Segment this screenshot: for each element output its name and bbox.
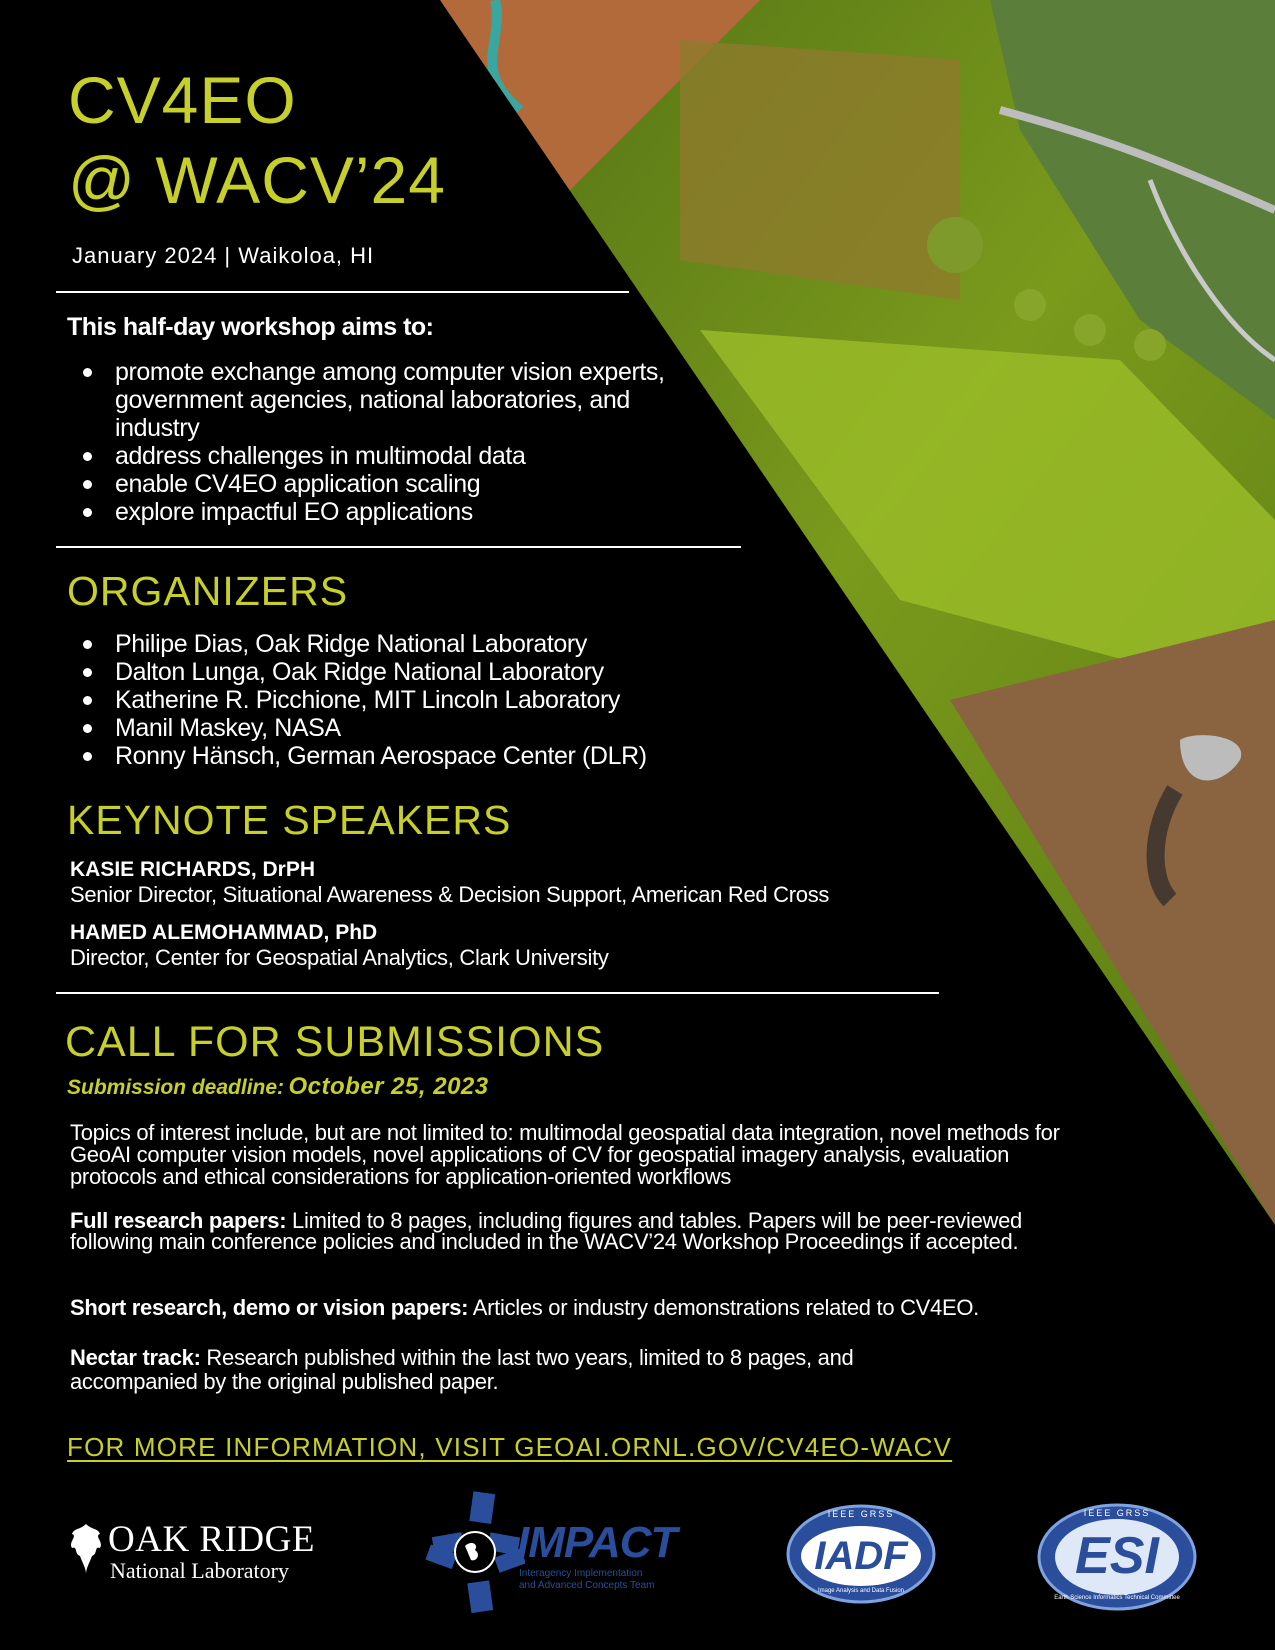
list-item: enable CV4EO application scaling [67, 470, 687, 498]
esi-logo [1037, 1502, 1197, 1612]
organizers-list [67, 630, 787, 770]
track-nectar [70, 1346, 970, 1394]
topics-paragraph: Topics of interest include, but are not limited to: multimodal geospatial data integration, novel methods for GeoAI computer vision models, novel applications of CV for geospatial imagery analysis, evaluation protocols and ethical considerations for application-oriented workflows [70, 1120, 1060, 1189]
divider [56, 992, 939, 994]
speaker-name: HAMED ALEMOHAMMAD, PhD [70, 921, 378, 944]
list-item: explore impactful EO applications [67, 498, 687, 526]
iadf-top-text: IEEE GRSS [827, 1509, 895, 1519]
ornl-name: OAK RIDGE [108, 1519, 315, 1560]
impact-name: IMPACT [517, 1518, 677, 1567]
aims-list [67, 358, 687, 526]
deadline-label: Submission deadline: [67, 1076, 285, 1099]
impact-logo [425, 1490, 677, 1615]
track-full-papers [70, 1210, 1060, 1252]
speaker-2 [70, 921, 609, 971]
iadf-logo [786, 1504, 936, 1604]
list-item: Katherine R. Picchione, MIT Lincoln Laboratory [67, 686, 787, 714]
aims-heading: This half-day workshop aims to: [67, 313, 434, 341]
deadline-date: October 25, 2023 [288, 1073, 489, 1100]
track-text: Articles or industry demonstrations related to CV4EO. [468, 1295, 979, 1320]
brown-field [680, 40, 960, 300]
esi-name: ESI [1075, 1527, 1159, 1585]
esi-top-text: IEEE GRSS [1083, 1508, 1151, 1518]
track-text: Research published within the last two years, limited to 8 pages, and accompanied by the original published paper. [70, 1345, 854, 1394]
iadf-name: IADF [814, 1534, 908, 1578]
list-item: Manil Maskey, NASA [67, 714, 787, 742]
list-item: Dalton Lunga, Oak Ridge National Laboratory [67, 658, 787, 686]
impact-sub-line-1: Interagency Implementation [519, 1568, 643, 1579]
globe-icon [425, 1490, 525, 1615]
impact-sub-line-2: and Advanced Concepts Team [519, 1580, 655, 1591]
more-info-link[interactable]: FOR MORE INFORMATION, VISIT GEOAI.ORNL.GOV/CV4EO-WACV [67, 1432, 953, 1462]
title-line-2: @ WACV’24 [68, 143, 446, 217]
track-label: Short research, demo or vision papers: [70, 1295, 469, 1320]
divider [56, 546, 741, 548]
track-label: Nectar track: [70, 1345, 201, 1370]
list-item: Philipe Dias, Oak Ridge National Laboratory [67, 630, 787, 658]
list-item: Ronny Hänsch, German Aerospace Center (DLR) [67, 742, 787, 770]
date-location: January 2024 | Waikoloa, HI [72, 243, 375, 268]
speaker-affiliation: Director, Center for Geospatial Analytics, Clark University [70, 945, 609, 970]
speaker-affiliation: Senior Director, Situational Awareness & Decision Support, American Red Cross [70, 882, 830, 907]
track-short-papers [70, 1297, 1190, 1319]
list-item: address challenges in multimodal data [67, 442, 687, 470]
speaker-1 [70, 858, 829, 908]
track-label: Full research papers: [70, 1208, 287, 1233]
impact-subtitle [519, 1568, 654, 1592]
track-text: Limited to 8 pages, including figures and tables. Papers will be peer-reviewed following main conference policies and included in the WACV’24 Workshop Proceedings if accepted. [70, 1208, 1022, 1254]
oak-leaf-icon [64, 1522, 108, 1576]
list-item: promote exchange among computer vision experts, government agencies, national laboratories, and industry [67, 358, 687, 442]
keynotes-heading: KEYNOTE SPEAKERS [67, 797, 512, 843]
call-heading: CALL FOR SUBMISSIONS [65, 1018, 605, 1066]
iadf-bottom-text: Image Analysis and Data Fusion [817, 1588, 905, 1594]
title-line-1: CV4EO [68, 63, 297, 137]
submission-deadline [67, 1073, 489, 1101]
esi-bottom-text: Earth Science Informatics Technical Committee [1054, 1595, 1180, 1601]
speaker-name: KASIE RICHARDS, DrPH [70, 858, 316, 881]
ornl-subname: National Laboratory [110, 1558, 289, 1583]
page-title [68, 60, 446, 220]
ornl-logo [64, 1518, 334, 1588]
organizers-heading: ORGANIZERS [67, 568, 349, 614]
divider [56, 291, 629, 293]
